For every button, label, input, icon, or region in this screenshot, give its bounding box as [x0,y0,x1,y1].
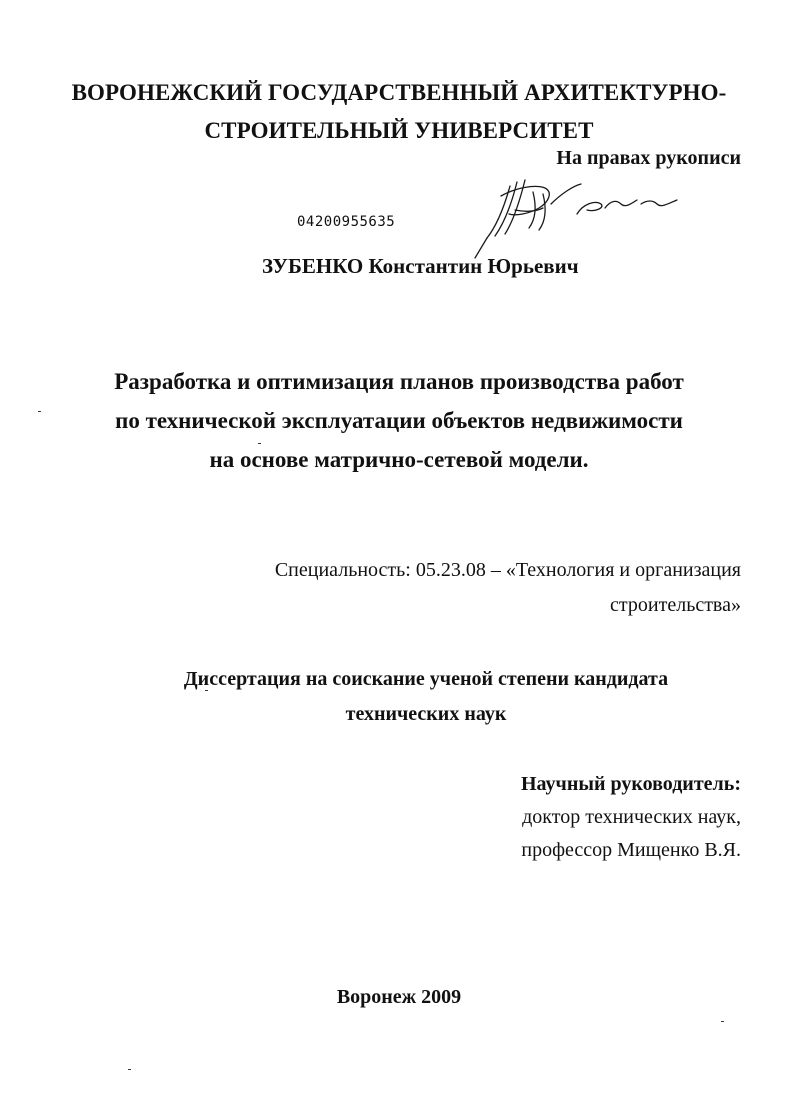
scientific-advisor [521,768,741,867]
scan-speck [38,411,41,412]
title-line2: по технической эксплуатации объектов недвижимости [115,408,683,433]
dissertation-degree [0,662,798,732]
advisor-heading: Научный руководитель: [521,773,741,795]
signature-icon [465,174,695,264]
specialty-line2: строительства» [610,594,741,616]
university-name [0,74,798,150]
scan-speck [721,1021,724,1022]
specialty-line1: Специальность: 05.23.08 – «Технология и организация [274,559,741,581]
advisor-degree: доктор технических наук, [522,806,741,828]
dissertation-line2: технических наук [345,703,507,725]
scan-speck [205,690,208,691]
scan-speck [128,1069,131,1070]
title-line1: Разработка и оптимизация планов производства работ [114,369,684,394]
dissertation-title [0,362,798,479]
university-name-line1: ВОРОНЕЖСКИЙ ГОСУДАРСТВЕННЫЙ АРХИТЕКТУРНО- [71,80,727,105]
dissertation-line1: Диссертация на соискание ученой степени кандидата [183,668,669,690]
specialty [181,553,741,623]
document-number: 04200955635 [297,214,396,230]
manuscript-rights: На правах рукописи [556,147,741,169]
author-name: ЗУБЕНКО Константин Юрьевич [262,254,579,278]
title-line3: на основе матрично-сетевой модели. [209,447,589,472]
scan-speck [258,443,261,444]
city-year: Воронеж 2009 [336,986,462,1008]
advisor-name: профессор Мищенко В.Я. [521,839,741,861]
university-name-line2: СТРОИТЕЛЬНЫЙ УНИВЕРСИТЕТ [204,118,594,143]
